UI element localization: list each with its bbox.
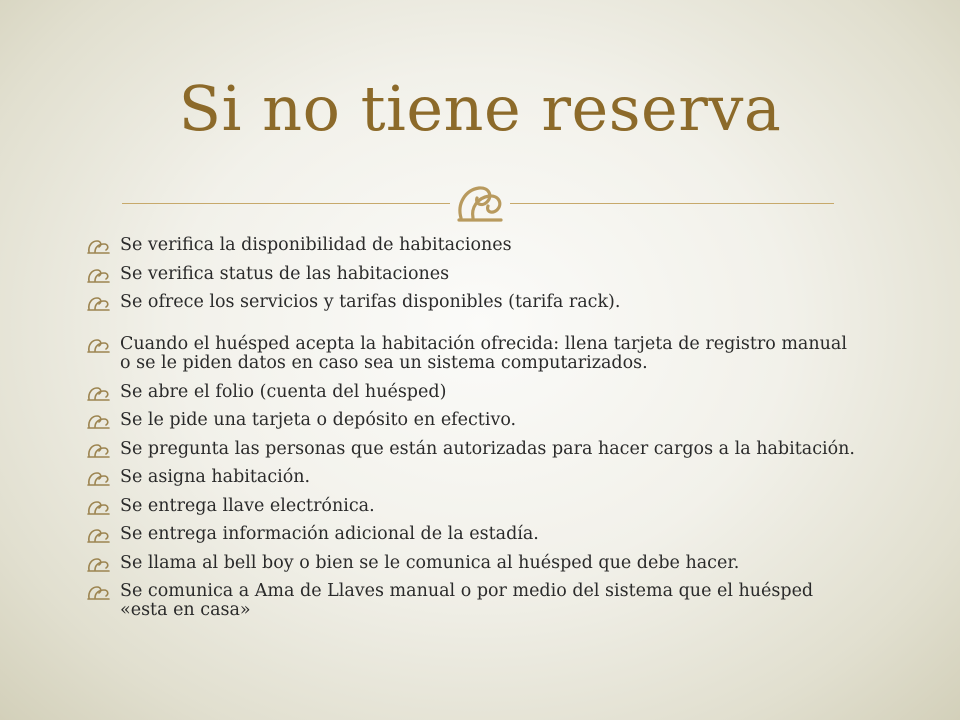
list-item — [86, 497, 856, 516]
list-item — [86, 582, 856, 620]
swirl-bullet-icon — [86, 238, 112, 254]
slide-title: Si no tiene reserva — [178, 72, 782, 145]
list-item-text: Se le pide una tarjeta o depósito en efectivo. — [120, 410, 517, 430]
list-item-text: Se ofrece los servicios y tarifas disponibles (tarifa rack). — [120, 292, 621, 312]
swirl-bullet-icon — [86, 295, 112, 311]
list-item — [86, 468, 856, 487]
list-item — [86, 265, 856, 284]
ornamental-swirl-icon — [451, 178, 509, 224]
list-item — [86, 383, 856, 402]
list-item-text: Se pregunta las personas que están autorizadas para hacer cargos a la habitación. — [120, 438, 855, 459]
list-item-text: Se entrega llave electrónica. — [120, 495, 375, 516]
list-item — [86, 440, 856, 459]
bullet-list — [86, 236, 856, 630]
swirl-bullet-icon — [86, 527, 112, 543]
list-item-text: Se verifica la disponibilidad de habitaciones — [120, 235, 512, 255]
swirl-bullet-icon — [86, 442, 112, 458]
swirl-bullet-icon — [86, 499, 112, 515]
list-item — [86, 525, 856, 544]
swirl-bullet-icon — [86, 584, 112, 600]
list-item — [86, 236, 856, 255]
list-item-text: Se verifica status de las habitaciones — [120, 263, 450, 284]
list-item-text: Se asigna habitación. — [120, 467, 311, 487]
list-item-text: Se llama al bell boy o bien se le comunica al huésped que debe hacer. — [120, 552, 740, 573]
list-item-text: Se comunica a Ama de Llaves manual o por medio del sistema que el huésped «esta en casa» — [120, 581, 814, 620]
swirl-bullet-icon — [86, 413, 112, 429]
swirl-bullet-icon — [86, 267, 112, 283]
list-item — [86, 411, 856, 430]
swirl-bullet-icon — [86, 470, 112, 486]
title-divider-right — [510, 203, 834, 204]
title-divider-left — [122, 203, 450, 204]
swirl-bullet-icon — [86, 556, 112, 572]
list-item-text: Se entrega información adicional de la estadía. — [120, 524, 539, 544]
list-item — [86, 335, 856, 373]
list-item-text: Se abre el folio (cuenta del huésped) — [120, 381, 447, 402]
list-item — [86, 554, 856, 573]
list-item-text: Cuando el huésped acepta la habitación ofrecida: llena tarjeta de registro manual o se le piden datos en caso sea un sistema computarizados. — [120, 334, 847, 373]
swirl-bullet-icon — [86, 337, 112, 353]
list-item — [86, 293, 856, 312]
swirl-bullet-icon — [86, 385, 112, 401]
